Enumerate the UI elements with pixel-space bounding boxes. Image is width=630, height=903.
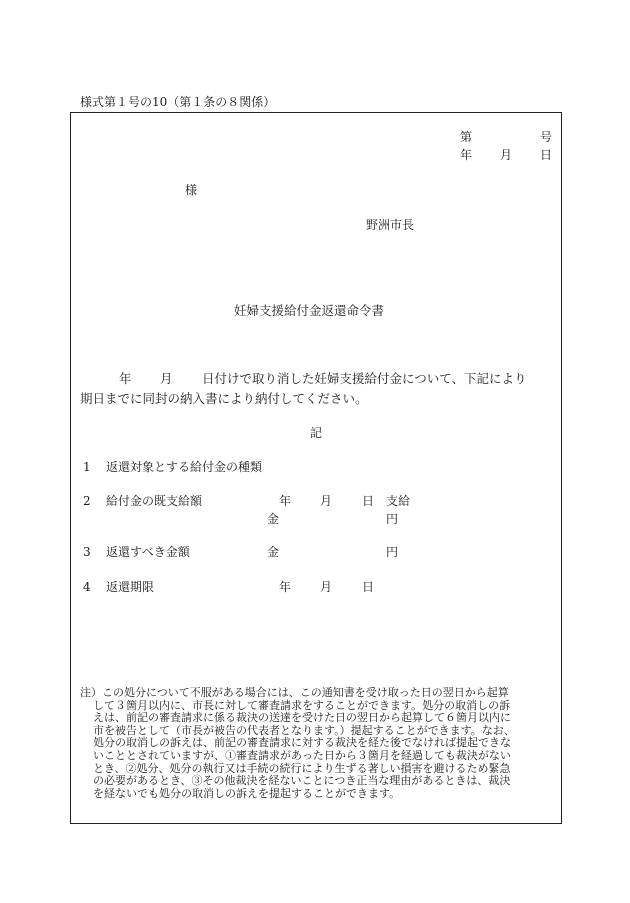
notes-block bbox=[80, 687, 550, 800]
item-year: 年 bbox=[279, 580, 292, 594]
body-month: 月 bbox=[160, 371, 173, 386]
notes-line: 処分の取消しの訴えは、前記の審査請求に対する裁決を経た後でなければ提起できな bbox=[93, 736, 511, 750]
item-paid-label: 支給 bbox=[386, 494, 411, 508]
date-day: 日 bbox=[540, 148, 553, 162]
ki-label: 記 bbox=[310, 426, 323, 440]
item-yen: 円 bbox=[386, 512, 399, 526]
item-label: 返還対象とする給付金の種類 bbox=[106, 460, 263, 474]
item-kin: 金 bbox=[267, 545, 280, 559]
item-month: 月 bbox=[320, 580, 333, 594]
body-year: 年 bbox=[119, 371, 132, 386]
document-title: 妊婦支援給付金返還命令書 bbox=[234, 303, 385, 318]
number-prefix: 第 bbox=[460, 130, 473, 144]
item-number: 1 bbox=[83, 460, 91, 474]
notes-line: 市を被告として（市長が被告の代表者となります。）提起することができます。なお、 bbox=[93, 723, 515, 737]
item-yen: 円 bbox=[386, 545, 399, 559]
number-suffix: 号 bbox=[540, 130, 553, 144]
date-month: 月 bbox=[500, 148, 513, 162]
item-label: 返還すべき金額 bbox=[106, 545, 190, 559]
item-kin: 金 bbox=[267, 512, 280, 526]
notes-line: いこととされていますが、①審査請求があった日から３箇月を経過しても裁決がない bbox=[93, 748, 511, 762]
item-number: 3 bbox=[83, 545, 91, 559]
notes-lead: 注）この処分について不服がある場合には、この通知書を受け取った日の翌日から起算 bbox=[80, 686, 509, 699]
notes-line: して３箇月以内に、市長に対して審査請求をすることができます。処分の取消しの訴 bbox=[93, 698, 511, 712]
date-year: 年 bbox=[460, 148, 473, 162]
notes-line: を経ないでも処分の取消しの訴えを提起することができます。 bbox=[93, 786, 401, 800]
addressee-suffix: 様 bbox=[185, 183, 198, 197]
item-day: 日 bbox=[362, 580, 375, 594]
item-label: 給付金の既支給額 bbox=[106, 494, 203, 508]
item-day: 日 bbox=[362, 494, 375, 508]
issuer-name: 野洲市長 bbox=[366, 218, 415, 232]
item-number: 2 bbox=[83, 494, 91, 508]
notes-line: えは、前記の審査請求に係る裁決の送達を受けた日の翌日から起算して６箇月以内に bbox=[93, 711, 511, 725]
item-label: 返還期限 bbox=[106, 580, 155, 594]
body-line1-text: 日付けで取り消した妊婦支援給付金について、下記により bbox=[202, 371, 527, 386]
body-line2: 期日までに同封の納入書により納付してください。 bbox=[80, 391, 368, 406]
item-month: 月 bbox=[320, 494, 333, 508]
notes-line: の必要があるとき、③その他裁決を経ないことにつき正当な理由があるときは、裁決 bbox=[93, 774, 511, 788]
item-number: 4 bbox=[83, 580, 91, 594]
form-number-label: 様式第１号の10（第１条の８関係） bbox=[80, 95, 276, 109]
notes-line: とき、②処分、処分の執行又は手続の続行により生ずる著しい損害を避けるため緊急 bbox=[93, 761, 511, 775]
item-year: 年 bbox=[279, 494, 292, 508]
